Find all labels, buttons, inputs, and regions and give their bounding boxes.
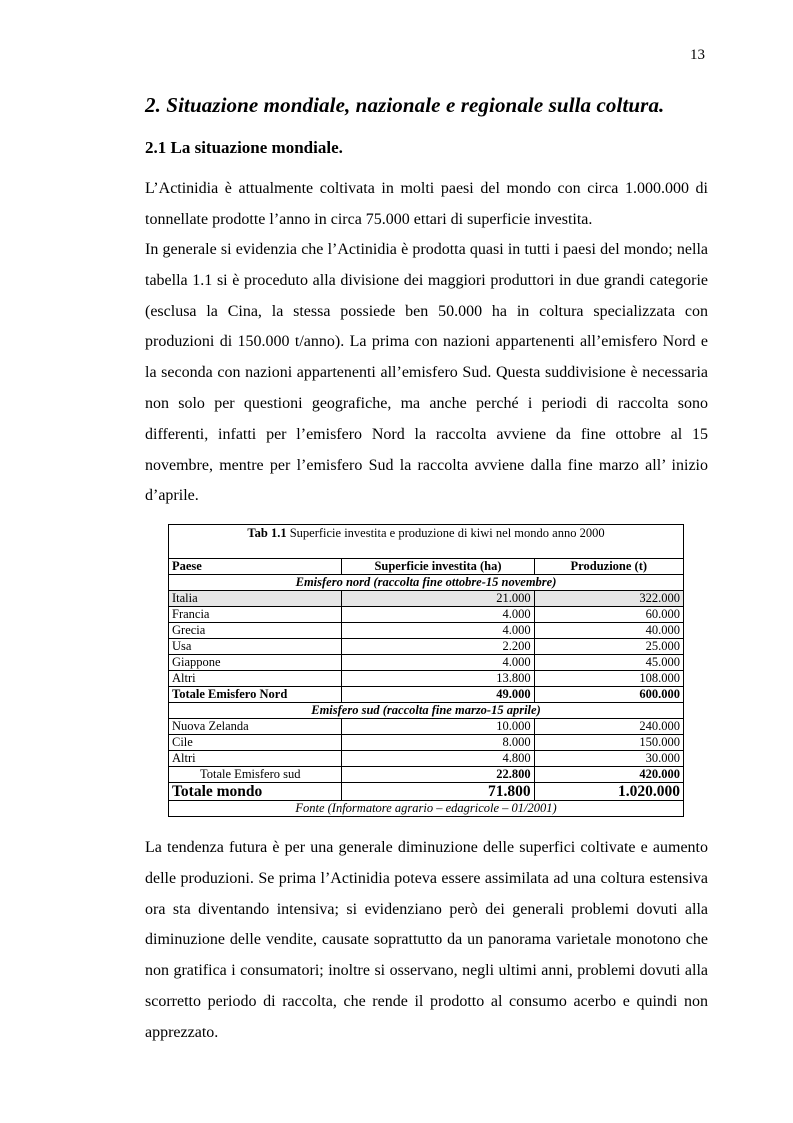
cell-area: 8.000 bbox=[342, 735, 534, 751]
group-row-north bbox=[169, 575, 684, 591]
paragraph-trends: La tendenza futura è per una generale diminuzione delle superfici coltivate e aumento delle produzioni. Se prima l’Actinidia poteva essere assimilata ad una coltura estensiva ora sta diventando intensiva; si evidenziano però dei generali problemi dovuti alla diminuzione delle vendite, causate soprattutto da un panorama varietale monotono che non gratifica i consumatori; inoltre si osservano, negli ultimi anni, problemi dovuti alla scorretto periodo di raccolta, che rende il prodotto al consumo acerbo e quindi non apprezzato. bbox=[145, 839, 708, 1041]
source-row bbox=[169, 801, 684, 817]
cell-area: 4.800 bbox=[342, 751, 534, 767]
paragraph-categories: In generale si evidenzia che l’Actinidia è prodotta quasi in tutti i paesi del mondo; nella tabella 1.1 si è proceduto alla divisione dei maggiori produttori in due grandi categorie (esclusa la Cina, la stessa possiede ben 50.000 ha in coltura specializzata con produzioni di 150.000 t/anno). La prima con nazioni appartenenti all’emisfero Nord e la seconda con nazioni appartenenti all’emisfero Sud. Questa suddivisione è necessaria non solo per questioni geografiche, ma anche perché i periodi di raccolta sono differenti, infatti per l’emisfero Nord la raccolta avviene da fine ottobre al 15 novembre, mentre per l’emisfero Sud la raccolta avviene dalla fine marzo all’ inizio d’aprile. bbox=[145, 241, 708, 505]
cell-country: Francia bbox=[169, 607, 342, 623]
cell-production: 322.000 bbox=[534, 591, 683, 607]
header-production: Produzione (t) bbox=[534, 559, 683, 575]
cell-country: Italia bbox=[169, 591, 342, 607]
cell-production: 150.000 bbox=[534, 735, 683, 751]
table-caption-row bbox=[169, 525, 684, 559]
cell-area: 10.000 bbox=[342, 719, 534, 735]
section-title: 2.1 La situazione mondiale. bbox=[145, 138, 343, 157]
cell-production: 40.000 bbox=[534, 623, 683, 639]
table-caption bbox=[169, 525, 684, 559]
cell-production: 600.000 bbox=[534, 687, 683, 703]
cell-country: Cile bbox=[169, 735, 342, 751]
header-country: Paese bbox=[169, 559, 342, 575]
production-table bbox=[168, 524, 684, 817]
cell-country: Giappone bbox=[169, 655, 342, 671]
table-caption-text: Superficie investita e produzione di kiwi nel mondo anno 2000 bbox=[289, 526, 605, 540]
cell-country: Altri bbox=[169, 751, 342, 767]
table-row bbox=[169, 719, 684, 735]
table-source: Fonte (Informatore agrario – edagricole – 01/2001) bbox=[169, 801, 684, 817]
table-caption-label: Tab 1.1 bbox=[247, 526, 287, 540]
table-row bbox=[169, 591, 684, 607]
cell-production: 45.000 bbox=[534, 655, 683, 671]
world-total-row bbox=[169, 783, 684, 801]
cell-country: Grecia bbox=[169, 623, 342, 639]
cell-area: 49.000 bbox=[342, 687, 534, 703]
table-header-row bbox=[169, 559, 684, 575]
paragraph-intro: L’Actinidia è attualmente coltivata in molti paesi del mondo con circa 1.000.000 di tonnellate prodotte l’anno in circa 75.000 ettari di superficie investita. bbox=[145, 180, 708, 228]
cell-area: 13.800 bbox=[342, 671, 534, 687]
group-label-south: Emisfero sud (raccolta fine marzo-15 aprile) bbox=[169, 703, 684, 719]
table-row bbox=[169, 735, 684, 751]
group-row-south bbox=[169, 703, 684, 719]
cell-production: 420.000 bbox=[534, 767, 683, 783]
cell-area: 22.800 bbox=[342, 767, 534, 783]
table-row bbox=[169, 751, 684, 767]
table-row bbox=[169, 655, 684, 671]
cell-area: 4.000 bbox=[342, 623, 534, 639]
cell-production: 30.000 bbox=[534, 751, 683, 767]
chapter-title: 2. Situazione mondiale, nazionale e regionale sulla coltura. bbox=[145, 93, 665, 117]
page-number: 13 bbox=[690, 47, 705, 63]
table-row bbox=[169, 639, 684, 655]
cell-country: Totale mondo bbox=[169, 783, 342, 801]
cell-country: Totale Emisfero Nord bbox=[169, 687, 342, 703]
north-total-row bbox=[169, 687, 684, 703]
cell-country: Totale Emisfero sud bbox=[169, 767, 342, 783]
cell-area: 2.200 bbox=[342, 639, 534, 655]
group-label-north: Emisfero nord (raccolta fine ottobre-15 novembre) bbox=[169, 575, 684, 591]
cell-production: 1.020.000 bbox=[534, 783, 683, 801]
cell-area: 71.800 bbox=[342, 783, 534, 801]
cell-area: 4.000 bbox=[342, 655, 534, 671]
cell-production: 25.000 bbox=[534, 639, 683, 655]
cell-production: 240.000 bbox=[534, 719, 683, 735]
cell-country: Altri bbox=[169, 671, 342, 687]
table-row bbox=[169, 671, 684, 687]
cell-area: 21.000 bbox=[342, 591, 534, 607]
cell-country: Usa bbox=[169, 639, 342, 655]
table-row bbox=[169, 623, 684, 639]
cell-area: 4.000 bbox=[342, 607, 534, 623]
table-row bbox=[169, 607, 684, 623]
south-total-row bbox=[169, 767, 684, 783]
cell-production: 60.000 bbox=[534, 607, 683, 623]
cell-production: 108.000 bbox=[534, 671, 683, 687]
cell-country: Nuova Zelanda bbox=[169, 719, 342, 735]
header-area: Superficie investita (ha) bbox=[342, 559, 534, 575]
